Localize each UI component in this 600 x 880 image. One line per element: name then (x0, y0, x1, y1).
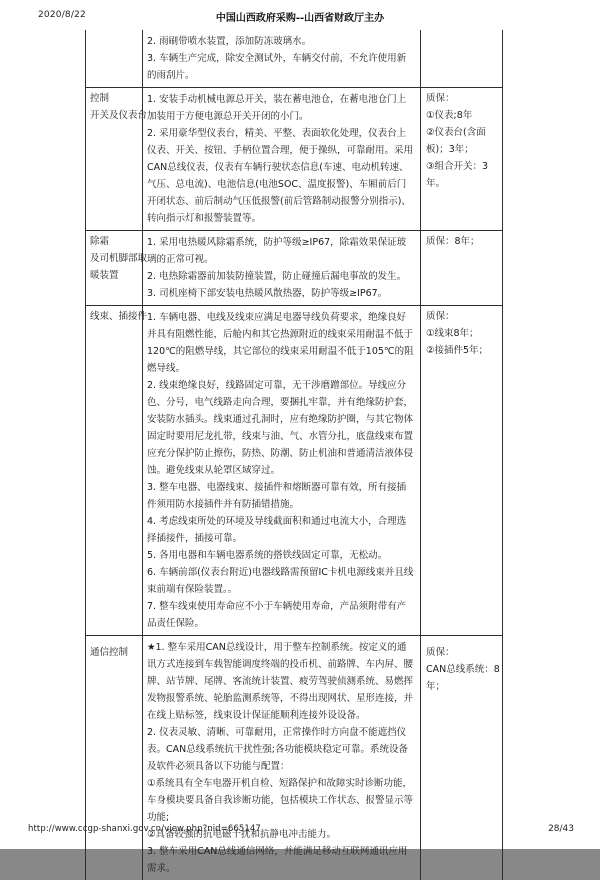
spec-paragraph: 3. 车辆生产完成，除安全测试外，车辆交付前，不允许使用新的雨刮片。 (147, 50, 414, 84)
spec-paragraph: 3. 整车采用CAN总线通信网络，并能满足移动互联网通讯应用需求。 (147, 843, 414, 877)
row-label-cell (86, 231, 143, 306)
spec-table-row (86, 306, 503, 636)
footer-page-indicator: 28/43 (548, 824, 574, 834)
row-label-cell (86, 30, 143, 88)
spec-content-cell (143, 88, 421, 231)
spec-paragraph: 7. 整车线束使用寿命应不小于车辆使用寿命，产品须附带有产品责任保险。 (147, 598, 414, 632)
row-label-cell (86, 306, 143, 636)
warranty-line: ①仪表;8年 (426, 107, 500, 124)
spec-table-row (86, 231, 503, 306)
row-label-line: 除霜 (90, 233, 140, 250)
spec-paragraph: ①系统具有全车电器开机自检、短路保护和故障实时诊断功能，车身模块要具备自我诊断功能，包括模块工作状态、报警显示等功能; (147, 775, 414, 826)
spec-paragraph: 5. 各用电器和车辆电器系统的搭铁线固定可靠，无松动。 (147, 547, 414, 564)
footer-url: http://www.ccgp-shanxi.gov.cn/view.php?nid=665147 (28, 824, 261, 834)
warranty-line: 质保： (426, 308, 500, 325)
row-label-line: 控制 (90, 90, 140, 107)
warranty-cell (421, 306, 503, 636)
spec-paragraph: 6. 车辆前部(仪表台附近)电器线路需预留IC卡机电源线束并且线束前端有保险装置。。 (147, 564, 414, 598)
spec-paragraph: ★1. 整车采用CAN总线设计，用于整车控制系统。按定义的通讯方式连接到车载智能调度终端的投币机、前路牌、车内屏、腰牌、站节牌、尾牌、客流统计装置、疲劳驾驶侦测系统、易燃挥发物报警系统、轮胎监测系统等，不得出现网状、星形连接，并在线上贴标签，线束设计保证能顺利连接外设设备。 (147, 639, 414, 724)
spec-paragraph: 3. 整车电器、电器线束、接插件和熔断器可靠有效，所有接插件须用防水接插件并有防插错措施。 (147, 479, 414, 513)
warranty-cell (421, 88, 503, 231)
spec-paragraph: 2. 采用豪华型仪表台，精美、平整、表面软化处理，仪表台上仪表、开关、按钮、手柄位置合理，便于操纵，可靠耐用。采用CAN总线仪表，仪表有车辆行驶状态信息(车速、电动机转速、气压、总电流)、电池信息(电池SOC、温度报警)、车厢前后门开闭状态、前后制动气压低报警(前后管路制动报警分别指示)、转向指示灯和报警装置等。 (147, 125, 414, 227)
spec-paragraph: 1. 安装手动机械电源总开关，装在蓄电池仓，在蓄电池仓门上加装用于方便电源总开关开闭的小门。 (147, 91, 414, 125)
spec-paragraph: 3. 司机座椅下部安装电热暖风散热器，防护等级≥IP67。 (147, 285, 414, 302)
spec-table-row (86, 30, 503, 88)
warranty-line: 质保： (426, 644, 500, 661)
spec-paragraph: 2. 电热除霜器前加装防撞装置，防止碰撞后漏电事故的发生。 (147, 268, 414, 285)
row-label-line: 线束、插接件 (90, 308, 140, 325)
header-date: 2020/8/22 (38, 10, 86, 20)
header-title: 中国山西政府采购--山西省财政厅主办 (0, 9, 600, 24)
spec-paragraph: 4. 考虑线束所处的环境及导线截面积和通过电流大小，合理选择插接件，插接可靠。 (147, 513, 414, 547)
row-label-line: 暖装置 (90, 267, 140, 284)
spec-content-cell (143, 231, 421, 306)
spec-paragraph: 2. 雨刷带喷水装置，添加防冻玻璃水。 (147, 33, 414, 50)
warranty-line: CAN总线系统：8年； (426, 661, 500, 695)
spec-paragraph: 1. 车辆电器、电线及线束应满足电器导线负荷要求，绝缘良好并具有阻燃性能，后舱内和其它热源附近的线束采用耐温不低于120℃的阻燃导线，其它部位的线束采用耐温不低于105℃的阻燃导线。 (147, 309, 414, 377)
warranty-line: ③组合开关：3年。 (426, 158, 500, 192)
row-label-line: 通信控制 (90, 644, 140, 661)
spec-content-cell (143, 30, 421, 88)
spec-paragraph: ②具备较强的抗电磁干扰和抗静电冲击能力。 (147, 826, 414, 843)
spec-table-row (86, 636, 503, 880)
warranty-line: 质保： (426, 90, 500, 107)
spec-content-cell (143, 636, 421, 880)
row-label-line: 及司机脚部取 (90, 250, 140, 267)
warranty-cell (421, 30, 503, 88)
spec-paragraph: 2. 仪表灵敏、清晰、可靠耐用，正常操作时方向盘不能遮挡仪表。CAN总线系统抗干扰性强;各功能模块稳定可靠。系统设备及软件必须具备以下功能与配置： (147, 724, 414, 775)
warranty-cell (421, 231, 503, 306)
warranty-line: ②接插件5年； (426, 342, 500, 359)
spec-table-row (86, 88, 503, 231)
row-label-cell (86, 636, 143, 880)
spec-paragraph: 2. 线束绝缘良好，线路固定可靠，无干涉磨蹭部位。导线应分色、分号，电气线路走向合理，要捆扎牢靠，并有绝缘防护套，安装防水插头。线束通过孔洞时，应有绝缘防护圈，与其它物体固定时要用尼龙扎带，线束与油、气、水管分扎，底盘线束布置应充分保护防止擦伤，防热、防潮、防止机油和普通清洁液体侵蚀。避免线束从轮罩区域穿过。 (147, 377, 414, 479)
warranty-line: 质保：8年； (426, 233, 500, 250)
spec-content-cell (143, 306, 421, 636)
spec-paragraph: 1. 采用电热暖风除霜系统，防护等级≥IP67，除霜效果保证玻璃的正常可视。 (147, 234, 414, 268)
warranty-cell (421, 636, 503, 880)
spec-table (85, 30, 503, 880)
warranty-line: ①线束8年； (426, 325, 500, 342)
warranty-line: ②仪表台(含面板)；3年； (426, 124, 500, 158)
row-label-line: 开关及仪表台 (90, 107, 140, 124)
row-label-cell (86, 88, 143, 231)
